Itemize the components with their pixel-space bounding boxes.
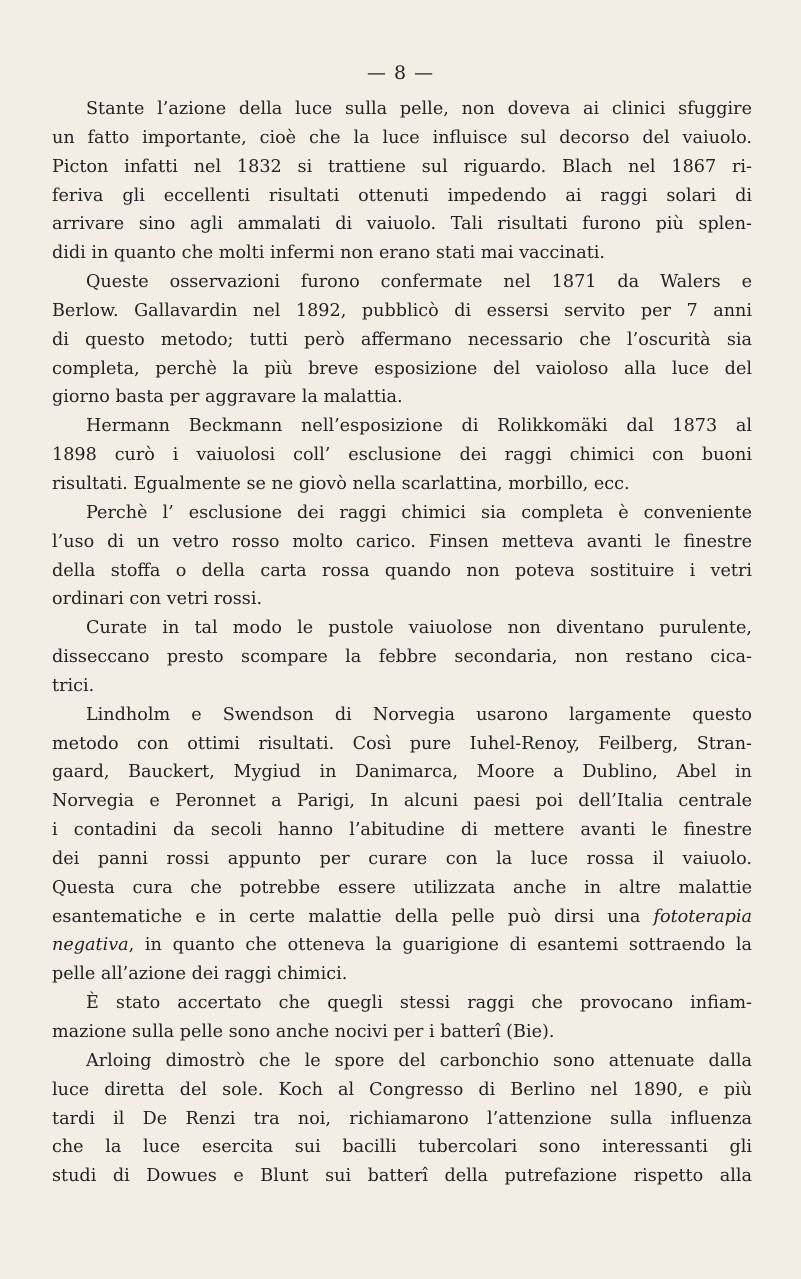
text-line: giorno basta per aggravare la malattia. (52, 387, 403, 408)
text-line: di questo metodo; tutti però affermano necessario che l’oscurità sia (52, 329, 752, 350)
text-line: arrivare sino agli ammalati di vaiuolo. Tali risultati furono più splen- (52, 214, 752, 235)
text-line: luce diretta del sole. Koch al Congresso di Berlino nel 1890, e più (52, 1079, 752, 1100)
italic-term: negativa (52, 935, 129, 956)
text-line: mazione sulla pelle sono anche nocivi per i batterî (Bie). (52, 1022, 555, 1042)
text-line: dei panni rossi appunto per curare con la luce rossa il vaiuolo. (52, 848, 752, 869)
text-line: disseccano presto scompare la febbre secondaria, non restano cica- (52, 647, 752, 668)
text-line: Hermann Beckmann nell’esposizione di Rolikkomäki dal 1873 al (86, 416, 752, 437)
text-line: ordinari con vetri rossi. (52, 589, 263, 610)
text-line: pelle all’azione dei raggi chimici. (52, 964, 348, 985)
text-line: Perchè l’ esclusione dei raggi chimici sia completa è conveniente (86, 502, 752, 523)
text-segment: esantematiche e in certe malattie della pelle può dirsi una (52, 906, 654, 927)
text-line: trici. (52, 675, 95, 696)
page-number: — 8 — (366, 62, 435, 84)
text-line: che la luce esercita sui bacilli tubercolari sono interessanti gli (52, 1137, 752, 1158)
text-line: i contadini da secoli hanno l’abitudine di mettere avanti le finestre (52, 820, 752, 841)
text-line: Norvegia e Peronnet a Parigi, In alcuni paesi poi dell’Italia centrale (52, 791, 752, 812)
text-line: Arloing dimostrò che le spore del carbonchio sono attenuate dalla (86, 1050, 752, 1071)
body-text (52, 95, 752, 1191)
text-line: Berlow. Gallavardin nel 1892, pubblicò di essersi servito per 7 anni (52, 300, 752, 321)
text-line: tardi il De Renzi tra noi, richiamarono l’attenzione sulla influenza (52, 1108, 752, 1129)
text-line: Lindholm e Swendson di Norvegia usarono largamente questo (86, 704, 752, 725)
text-line: l’uso di un vetro rosso molto carico. Finsen metteva avanti le finestre (52, 531, 752, 552)
text-line: Picton infatti nel 1832 si trattiene sul riguardo. Blach nel 1867 ri- (52, 156, 752, 177)
text-line: un fatto importante, cioè che la luce influisce sul decorso del vaiuolo. (52, 127, 752, 148)
text-line: didi in quanto che molti infermi non erano stati mai vaccinati. (52, 243, 605, 264)
text-line: Queste osservazioni furono confermate nel 1871 da Walers e (86, 272, 752, 293)
text-line (52, 931, 752, 960)
text-line: Stante l’azione della luce sulla pelle, non doveva ai clinici sfuggire (86, 99, 752, 119)
italic-term: fototerapia (653, 906, 752, 927)
text-line: Questa cura che potrebbe essere utilizzata anche in altre malattie (52, 877, 752, 898)
text-line: gaard, Bauckert, Mygiud in Danimarca, Moore a Dublino, Abel in (52, 762, 752, 783)
text-line: completa, perchè la più breve esposizione del vaioloso alla luce del (52, 358, 752, 379)
text-line: Curate in tal modo le pustole vaiuolose non diventano purulente, (86, 618, 752, 639)
text-line: È stato accertato che quegli stessi raggi che provocano infiam- (86, 993, 752, 1014)
text-segment: , in quanto che otteneva la guarigione di esantemi sottraendo la (128, 935, 752, 956)
text-line (52, 903, 752, 932)
text-line: risultati. Egualmente se ne giovò nella scarlattina, morbillo, ecc. (52, 473, 630, 494)
text-line: studi di Dowues e Blunt sui batterî della putrefazione rispetto alla (52, 1166, 752, 1187)
text-line: feriva gli eccellenti risultati ottenuti impedendo ai raggi solari di (52, 185, 752, 206)
text-line: della stoffa o della carta rossa quando non poteva sostituire i vetri (52, 560, 752, 581)
text-line: 1898 curò i vaiuolosi coll’ esclusione dei raggi chimici con buoni (52, 445, 752, 466)
text-line: metodo con ottimi risultati. Così pure Iuhel-Renoy, Feilberg, Stran- (52, 733, 752, 754)
